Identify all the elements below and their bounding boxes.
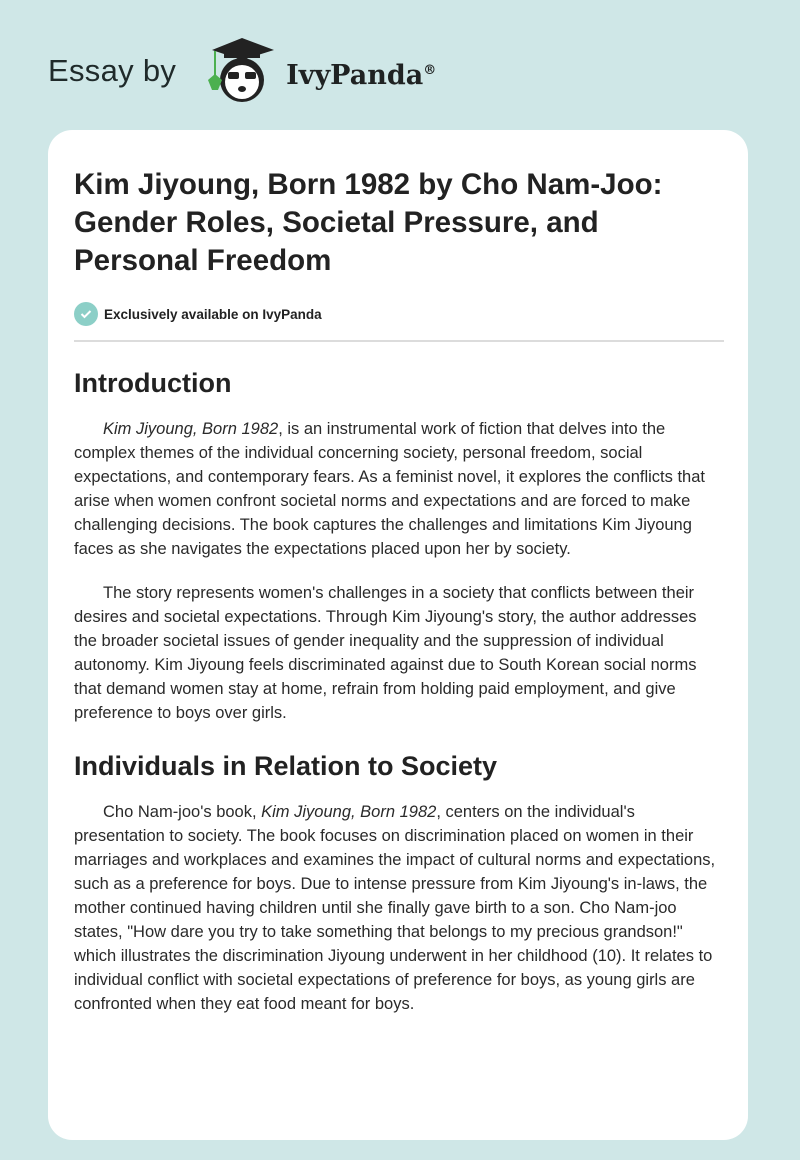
site-header — [48, 36, 436, 106]
divider — [74, 340, 724, 342]
exclusive-badge — [74, 302, 724, 326]
registered-mark: ® — [423, 62, 437, 78]
book-title: Kim Jiyoung, Born 1982 — [261, 803, 437, 821]
brand-name[interactable] — [286, 60, 436, 91]
paragraph: The story represents women's challenges in a society that conflicts between their desires and societal expectations. Through Kim Jiyoung's story, the author addresses the broader societal issues of gender inequality and the suppression of individual autonomy. Kim Jiyoung feels discriminated against due to South Korean social norms that demand women stay at home, refrain from holding paid employment, and give preference to boys over girls. — [74, 584, 697, 722]
paragraph — [74, 417, 724, 561]
brand-text: IvyPanda — [286, 59, 424, 91]
paragraph-text: , is an instrumental work of fiction that delves into the complex themes of the individual concerning society, personal freedom, social expectations, and contemporary fears. As a feminist novel, it explores the conflicts that arise when women confront societal norms and expectations and are forced to make challenging decisions. The book captures the challenges and limitations Kim Jiyoung faces as she navigates the expectations placed upon her by society. — [74, 420, 705, 558]
section-heading: Introduction — [74, 368, 232, 398]
essay-card — [48, 130, 748, 1140]
badge-text: Exclusively available on IvyPanda — [104, 306, 322, 322]
paragraph-text: , centers on the individual's presentation to society. The book focuses on discrimination placed on women in their marriages and workplaces and examines the impact of cultural norms and expectations, such as a preference for boys. Due to intense pressure from Kim Jiyoung's in-laws, the mother continued having children until she finally gave birth to a son. Cho Nam-joo states, "How dare you try to take something that belongs to my precious grandson!" which illustrates the discrimination Jiyoung underwent in her childhood (10). It relates to individual conflict with societal expectations of preference for boys, as young girls are confronted when they eat food meant for boys. — [74, 803, 716, 1013]
essay-title: Kim Jiyoung, Born 1982 by Cho Nam-Joo: Gender Roles, Societal Pressure, and Personal Freedom — [74, 168, 663, 277]
ivypanda-logo-icon[interactable] — [198, 36, 282, 106]
section-heading: Individuals in Relation to Society — [74, 751, 498, 781]
paragraph-text: Cho Nam-joo's book, — [103, 803, 262, 821]
book-title: Kim Jiyoung, Born 1982 — [103, 420, 279, 438]
paragraph — [74, 800, 724, 1016]
essay-by-label: Essay by — [48, 53, 177, 88]
check-circle-icon — [74, 302, 98, 326]
